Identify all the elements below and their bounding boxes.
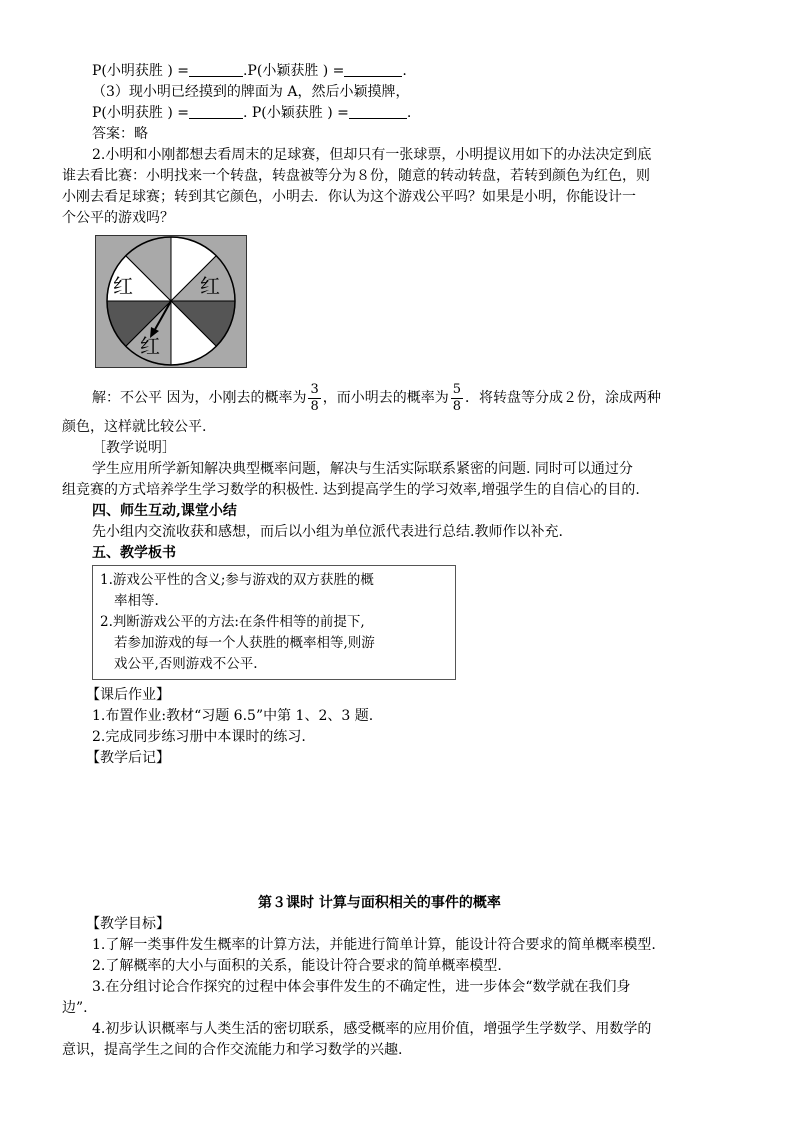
- goal-4-line-2: 意识，提高学生之间的合作交流能力和学习数学的兴趣.: [62, 1042, 403, 1058]
- red-label-3: 红: [140, 334, 160, 358]
- goal-1: 1.了解一类事件发生概率的计算方法，并能进行简单计算，能设计符合要求的简单概率模型.: [92, 937, 656, 953]
- teaching-note-line-2: 组竞赛的方式培养学生学习数学的积极性. 达到提高学生的学习效率,增强学生的自信心的目的.: [62, 482, 640, 498]
- spinner-figure: [95, 235, 247, 368]
- red-label-2: 红: [200, 274, 220, 298]
- teaching-note-line-1: 学生应用所学新知解决典型概率问题，解决与生活实际联系紧密的问题. 同时可以通过分: [92, 461, 633, 477]
- homework-item-1: 1.布置作业:教材“习题 6.5”中第 1、2、3 题.: [92, 708, 374, 724]
- prob-line-1: P(小明获胜 ) = .P(小颖获胜 ) = .: [92, 63, 407, 79]
- board-line-3: 2.判断游戏公平的方法:在条件相等的前提下,: [100, 614, 365, 630]
- answer-blank: [189, 104, 243, 119]
- question-2-line-2: 谁去看比赛：小明找来一个转盘，转盘被等分为８份，随意的转动转盘，若转到颜色为红色，则: [62, 168, 650, 184]
- solution-line: 解：不公平 因为，小刚去的概率为 $\frac{3}{8}$ ，而小明去的概率为 $\frac{5}{8}$ ．将转盘等分成２份，涂成两种: [92, 381, 662, 414]
- section-4-body: 先小组内交流收获和感想，而后以小组为单位派代表进行总结.教师作以补充.: [92, 524, 563, 540]
- lesson-3-title: 第３课时 计算与面积相关的事件的概率: [258, 895, 501, 911]
- question-2-line-1: 2.小明和小刚都想去看周末的足球赛，但却只有一张球票，小明提议用如下的办法决定到底: [92, 147, 652, 163]
- question-2-line-4: 个公平的游戏吗？: [62, 210, 174, 226]
- fraction-3-8: $\frac{3}{8}$: [310, 381, 319, 414]
- red-label-1: 红: [113, 274, 133, 298]
- goals-heading: 【教学目标】: [86, 916, 170, 932]
- homework-heading: 【课后作业】: [86, 687, 170, 703]
- answer-line: 答案：略: [92, 126, 148, 142]
- answer-blank: [189, 62, 243, 77]
- teaching-note-label: ［教学说明］: [92, 440, 176, 456]
- section-4-heading: 四、师生互动,课堂小结: [92, 503, 237, 519]
- board-line-5: 戏公平,否则游戏不公平.: [114, 656, 258, 672]
- answer-blank: [344, 62, 402, 77]
- goal-2: 2.了解概率的大小与面积的关系，能设计符合要求的简单概率模型.: [92, 958, 502, 974]
- board-line-1: 1.游戏公平性的含义;参与游戏的双方获胜的概: [100, 572, 374, 588]
- goal-3-line-2: 边”.: [62, 1000, 88, 1016]
- postscript-heading: 【教学后记】: [86, 750, 170, 766]
- goal-3-line-1: 3.在分组讨论合作探究的过程中体会事件发生的不确定性，进一步体会“数学就在我们身: [92, 979, 631, 995]
- board-line-2: 率相等.: [114, 593, 159, 609]
- prob-line-2: P(小明获胜 ) = . P(小颖获胜 ) = .: [92, 105, 412, 121]
- goal-4-line-1: 4.初步认识概率与人类生活的密切联系，感受概率的应用价值，增强学生学数学、用数学的: [92, 1021, 652, 1037]
- solution-line-2: 颜色，这样就比较公平.: [62, 419, 207, 435]
- section-5-heading: 五、教学板书: [92, 545, 176, 561]
- fraction-5-8: $\frac{5}{8}$: [452, 381, 462, 414]
- homework-item-2: 2.完成同步练习册中本课时的练习.: [92, 729, 306, 745]
- answer-blank: [349, 104, 407, 119]
- board-line-4: 若参加游戏的每一个人获胜的概率相等,则游: [114, 635, 375, 651]
- question-2-line-3: 小刚去看足球赛；转到其它颜色，小明去．你认为这个游戏公平吗？如果是小明，你能设计一: [62, 189, 636, 205]
- question-3: （3）现小明已经摸到的牌面为 A，然后小颖摸牌，: [92, 84, 410, 100]
